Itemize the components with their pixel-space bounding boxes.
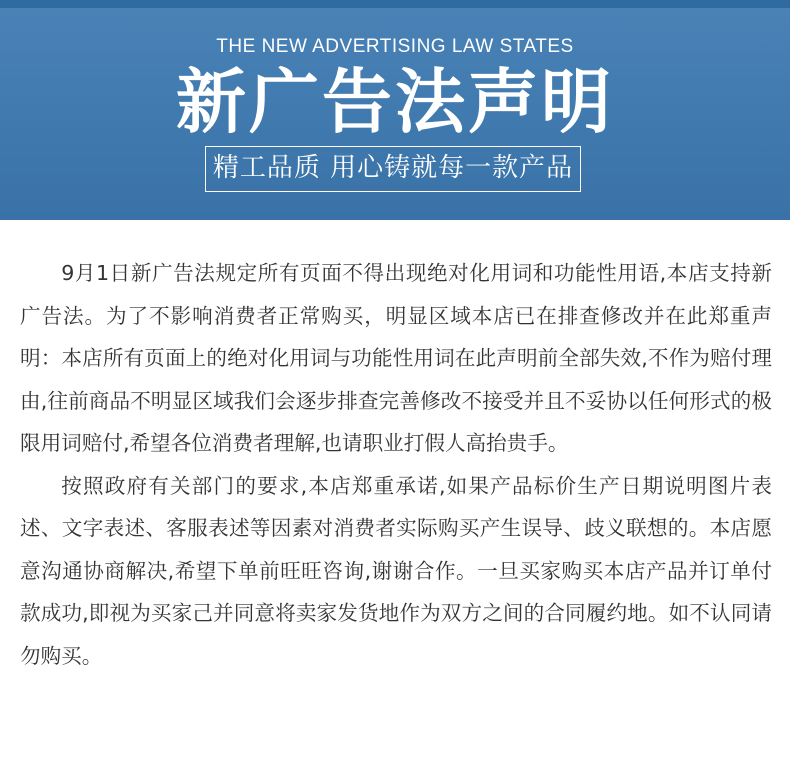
statement-body	[20, 252, 772, 677]
header-banner	[0, 8, 790, 220]
slogan-box: 精工品质 用心铸就每一款产品	[205, 146, 581, 192]
english-title: THE NEW ADVERTISING LAW STATES	[216, 36, 574, 57]
statement-paragraph-1: 9月1日新广告法规定所有页面不得出现绝对化用词和功能性用语,本店支持新广告法。为了不影响消费者正常购买，明显区域本店已在排查修改并在此郑重声明：本店所有页面上的绝对化用词与功能性用词在此声明前全部失效,不作为赔付理由,往前商品不明显区域我们会逐步排查完善修改不接受并且不妥协以任何形式的极限用词赔付,希望各位消费者理解,也请职业打假人高抬贵手。	[20, 261, 772, 455]
chinese-title: 新广告法声明	[176, 61, 614, 143]
statement-paragraph-2: 按照政府有关部门的要求,本店郑重承诺,如果产品标价生产日期说明图片表述、文字表述、客服表述等因素对消费者实际购买产生误导、歧义联想的。本店愿意沟通协商解决,希望下单前旺旺咨询,谢谢合作。一旦买家购买本店产品并订单付款成功,即视为买家己并同意将卖家发货地作为双方之间的合同履约地。如不认同请勿购买。	[20, 473, 772, 668]
top-accent-strip	[0, 0, 790, 8]
